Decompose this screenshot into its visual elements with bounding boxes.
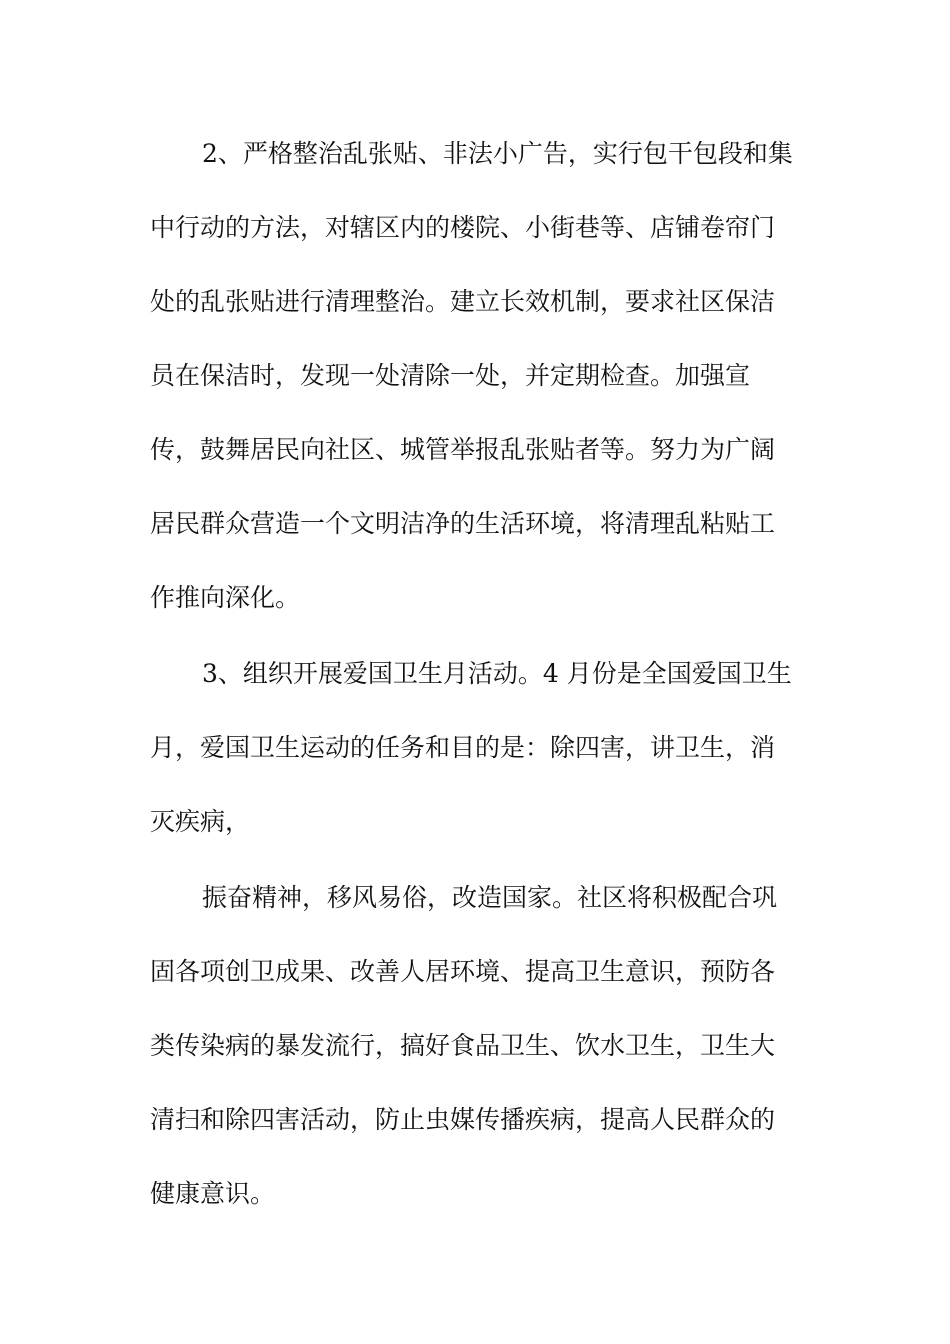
- paragraph-2-line-1: 3、组织开展爱国卫生月活动。4 月份是全国爱国卫生: [202, 659, 792, 688]
- paragraph-3-line-1: 振奋精神，移风易俗，改造国家。社区将积极配合巩: [202, 883, 778, 912]
- paragraph-2-line-2: 月，爱国卫生运动的任务和目的是：除四害，讲卫生，消: [150, 733, 776, 762]
- paragraph-2-line-3: 灭疾病，: [150, 807, 251, 836]
- paragraph-1-line-7: 作推向深化。: [150, 583, 301, 612]
- paragraph-3-line-2: 固各项创卫成果、改善人居环境、提高卫生意识，预防各: [150, 957, 776, 986]
- paragraph-1-line-6: 居民群众营造一个文明洁净的生活环境，将清理乱粘贴工: [150, 509, 776, 538]
- paragraph-3-line-3: 类传染病的暴发流行，搞好食品卫生、饮水卫生，卫生大: [150, 1031, 776, 1060]
- paragraph-1-line-4: 员在保洁时，发现一处清除一处，并定期检查。加强宣: [150, 361, 751, 390]
- paragraph-1-line-5: 传，鼓舞居民向社区、城管举报乱张贴者等。努力为广阔: [150, 435, 776, 464]
- paragraph-3-line-5: 健康意识。: [150, 1179, 276, 1208]
- paragraph-3-line-4: 清扫和除四害活动，防止虫媒传播疾病，提高人民群众的: [150, 1105, 776, 1134]
- paragraph-1-line-2: 中行动的方法，对辖区内的楼院、小街巷等、店铺卷帘门: [150, 213, 776, 242]
- paragraph-1-line-3: 处的乱张贴进行清理整治。建立长效机制，要求社区保洁: [150, 287, 776, 316]
- paragraph-1-line-1: 2、严格整治乱张贴、非法小广告，实行包干包段和集: [202, 139, 793, 168]
